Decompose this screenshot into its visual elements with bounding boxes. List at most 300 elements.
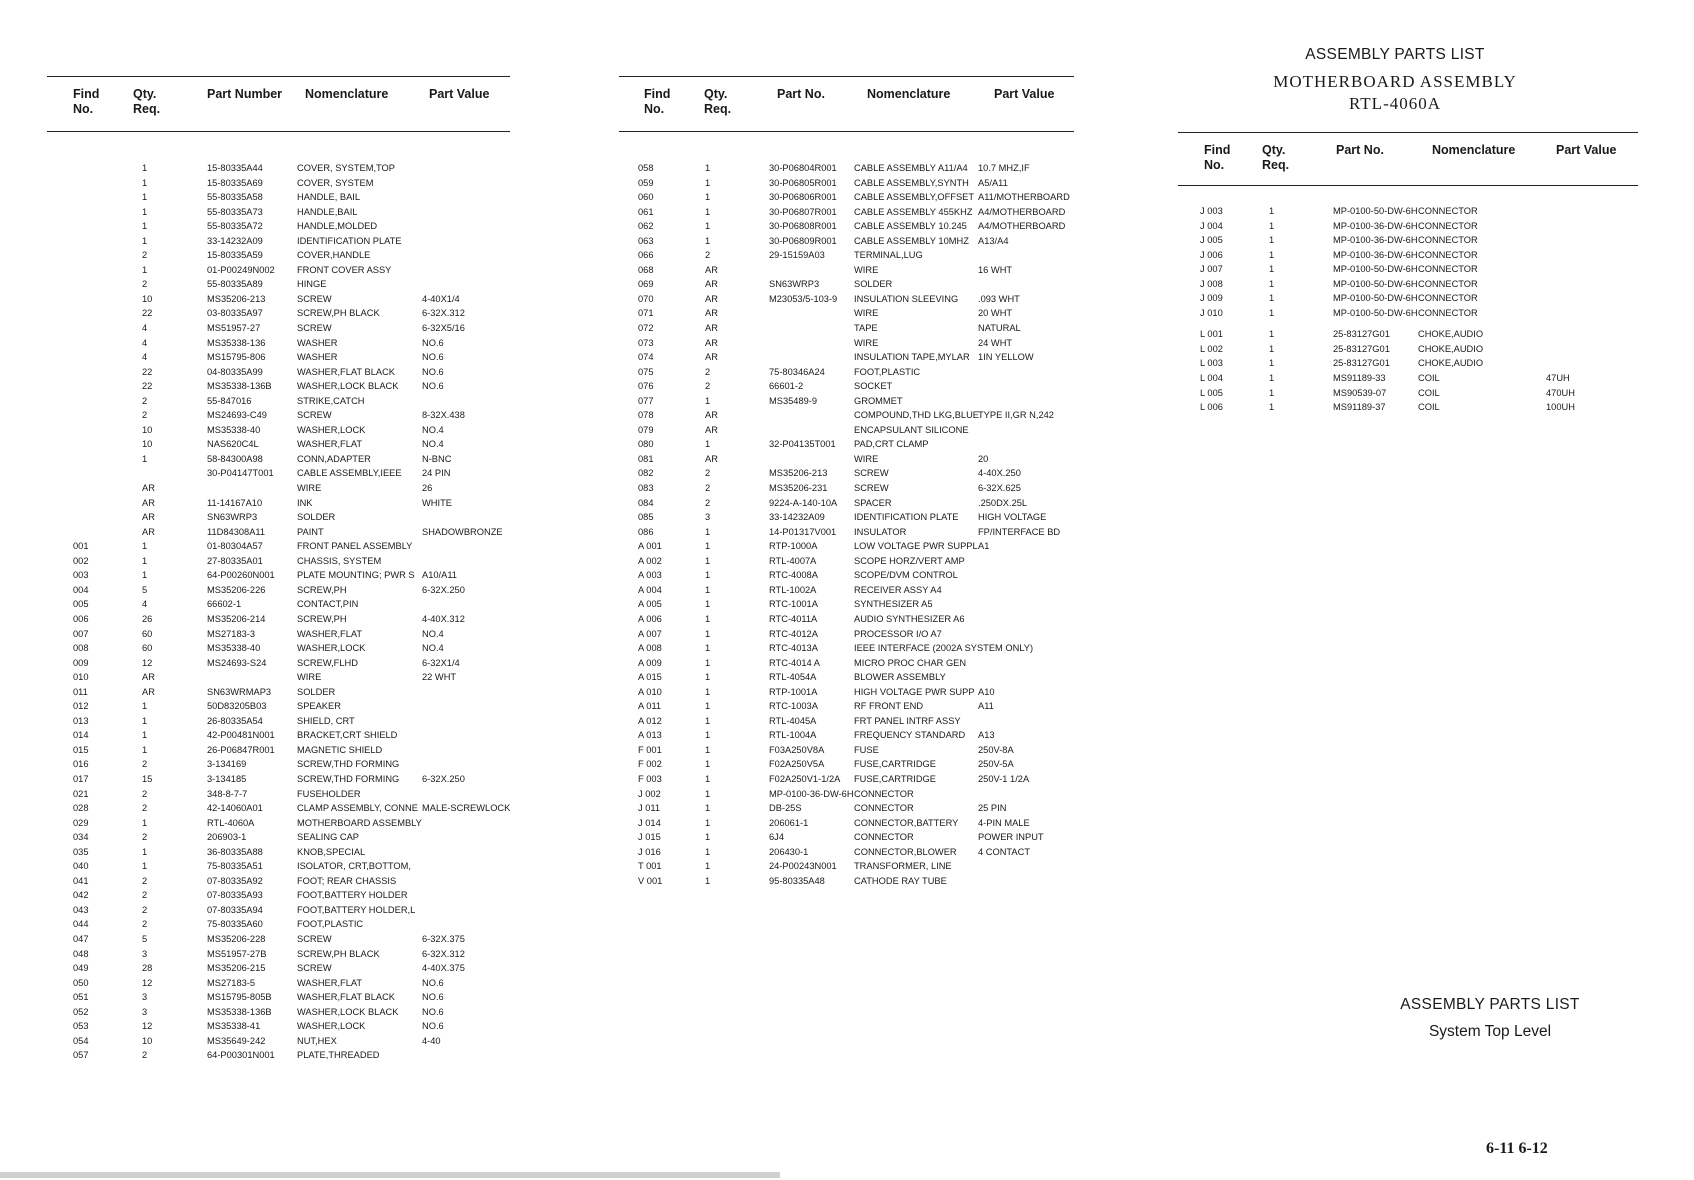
cell-qty-req: 1 bbox=[1269, 220, 1275, 231]
cell-find-no: 085 bbox=[638, 512, 654, 523]
table-row bbox=[47, 306, 510, 321]
cell-find-no: 052 bbox=[73, 1006, 89, 1017]
cell-find-no: J 006 bbox=[1200, 249, 1223, 260]
cell-nomenclature: SCREW bbox=[854, 468, 889, 479]
table-row bbox=[47, 976, 510, 991]
table-row bbox=[619, 350, 1074, 365]
cell-nomenclature: CABLE ASSEMBLY A11/A4 bbox=[854, 163, 968, 173]
cell-qty-req: 1 bbox=[705, 846, 711, 857]
cell-find-no: 014 bbox=[73, 730, 89, 741]
cell-part-number: 11-14167A10 bbox=[207, 497, 263, 508]
cell-part-value: 4 CONTACT bbox=[978, 846, 1030, 857]
cell-nomenclature: HANDLE, BAIL bbox=[297, 192, 361, 203]
cell-find-no: 078 bbox=[638, 410, 654, 421]
cell-qty-req: AR bbox=[705, 308, 718, 319]
cell-qty-req: 10 bbox=[142, 439, 153, 450]
cell-qty-req: 1 bbox=[142, 846, 148, 857]
cell-nomenclature: FOOT,PLASTIC bbox=[854, 366, 921, 377]
cell-find-no: 086 bbox=[638, 526, 654, 537]
cell-find-no: 071 bbox=[638, 308, 654, 319]
cell-qty-req: 5 bbox=[142, 584, 148, 595]
header-part-value: Part Value bbox=[994, 87, 1055, 101]
cell-find-no: J 003 bbox=[1200, 206, 1223, 216]
cell-nomenclature: SCOPE HORZ/VERT AMP bbox=[854, 555, 965, 566]
cell-qty-req: 1 bbox=[705, 672, 711, 683]
table-row bbox=[1178, 248, 1638, 263]
cell-qty-req: AR bbox=[142, 672, 155, 683]
cell-part-value: 47UH bbox=[1546, 373, 1570, 384]
cell-nomenclature: SCREW,PH bbox=[297, 613, 347, 624]
cell-nomenclature: FOOT,BATTERY HOLDER,L bbox=[297, 904, 416, 915]
cell-nomenclature: SCREW bbox=[297, 963, 332, 974]
table-row bbox=[1178, 204, 1638, 219]
cell-nomenclature: TAPE bbox=[854, 323, 878, 334]
cell-part-number: MP-0100-50-DW-6H bbox=[1333, 293, 1418, 304]
cell-qty-req: 2 bbox=[142, 1050, 148, 1061]
table-row bbox=[619, 394, 1074, 409]
table-row bbox=[47, 888, 510, 903]
cell-part-value: 4-40 bbox=[422, 1035, 441, 1046]
cell-find-no: A 003 bbox=[638, 570, 662, 581]
cell-nomenclature: WIRE bbox=[297, 483, 322, 494]
cell-nomenclature: WASHER,LOCK bbox=[297, 643, 366, 654]
table-row bbox=[47, 932, 510, 947]
cell-nomenclature: SCREW bbox=[854, 483, 889, 494]
cell-qty-req: 22 bbox=[142, 381, 153, 392]
cell-find-no: 051 bbox=[73, 992, 89, 1003]
cell-part-value: 6-32X.375 bbox=[422, 933, 465, 944]
cell-part-number: RTL-4045A bbox=[769, 715, 817, 726]
cell-part-number: RTC-1001A bbox=[769, 599, 818, 610]
table-row bbox=[1178, 371, 1638, 386]
cell-part-number: MS90539-07 bbox=[1333, 387, 1387, 398]
table-row bbox=[47, 263, 510, 278]
cell-qty-req: 2 bbox=[142, 788, 148, 799]
cell-part-number: RTC-4014 A bbox=[769, 657, 820, 668]
table-row bbox=[47, 539, 510, 554]
table-row bbox=[47, 728, 510, 743]
table-row bbox=[1178, 386, 1638, 401]
cell-qty-req: 1 bbox=[1269, 402, 1275, 413]
cell-part-value: 16 WHT bbox=[978, 264, 1013, 275]
cell-part-value: NO.6 bbox=[422, 352, 444, 363]
cell-part-number: 55-80335A73 bbox=[207, 206, 263, 217]
cell-part-number: 75-80335A60 bbox=[207, 919, 263, 930]
cell-qty-req: 22 bbox=[142, 366, 153, 377]
cell-find-no: L 003 bbox=[1200, 358, 1223, 369]
cell-find-no: F 003 bbox=[638, 773, 662, 784]
cell-part-value: A1 bbox=[978, 541, 990, 552]
cell-part-value: SHADOWBRONZE bbox=[422, 526, 503, 537]
table-row bbox=[1178, 306, 1638, 321]
cell-qty-req: 1 bbox=[1269, 373, 1275, 384]
table-row bbox=[47, 714, 510, 729]
cell-nomenclature: SCREW,PH BLACK bbox=[297, 308, 380, 319]
cell-part-number: 55-847016 bbox=[207, 395, 252, 406]
cell-part-value: NO.6 bbox=[422, 337, 444, 348]
cell-part-number: 30-P06804R001 bbox=[769, 163, 837, 173]
header-part-number: Part Number bbox=[207, 87, 283, 101]
cell-qty-req: 12 bbox=[142, 1021, 153, 1032]
cell-part-number: SN63WRMAP3 bbox=[207, 686, 272, 697]
cell-qty-req: 1 bbox=[142, 192, 148, 203]
table-row bbox=[619, 176, 1074, 191]
cell-part-number: RTL-1002A bbox=[769, 584, 817, 595]
cell-qty-req: 1 bbox=[705, 526, 711, 537]
cell-nomenclature: CABLE ASSEMBLY 10MHZ bbox=[854, 235, 969, 246]
header-qty-req: Qty. Req. bbox=[133, 87, 161, 116]
cell-qty-req: AR bbox=[705, 323, 718, 334]
table-row bbox=[619, 205, 1074, 220]
cell-part-number: F03A250V8A bbox=[769, 744, 825, 755]
cell-nomenclature: FREQUENCY STANDARD bbox=[854, 730, 966, 741]
cell-part-number: MP-0100-36-DW-6H bbox=[1333, 220, 1418, 231]
table-row bbox=[619, 510, 1074, 525]
table-header-rule bbox=[619, 131, 1074, 132]
cell-qty-req: 3 bbox=[142, 948, 148, 959]
cell-find-no: V 001 bbox=[638, 875, 663, 886]
title-line-2: MOTHERBOARD ASSEMBLY bbox=[1273, 72, 1517, 91]
cell-part-value: 250V-8A bbox=[978, 744, 1014, 755]
table-row bbox=[619, 408, 1074, 423]
cell-nomenclature: CHOKE,AUDIO bbox=[1418, 358, 1484, 369]
cell-find-no: J 009 bbox=[1200, 293, 1223, 304]
cell-part-value: 4-PIN MALE bbox=[978, 817, 1030, 828]
cell-find-no: 004 bbox=[73, 584, 89, 595]
cell-find-no: J 010 bbox=[1200, 307, 1223, 318]
cell-part-number: RTC-1003A bbox=[769, 701, 818, 712]
table-row bbox=[619, 728, 1074, 743]
cell-qty-req: 1 bbox=[705, 221, 711, 232]
cell-part-number: 206430-1 bbox=[769, 846, 809, 857]
cell-find-no: 075 bbox=[638, 366, 654, 377]
table-row bbox=[619, 277, 1074, 292]
cell-find-no: 021 bbox=[73, 788, 89, 799]
cell-qty-req: 2 bbox=[142, 904, 148, 915]
table-row bbox=[47, 787, 510, 802]
cell-find-no: 005 bbox=[73, 599, 89, 610]
cell-part-number: MP-0100-50-DW-6H bbox=[1333, 278, 1418, 289]
cell-part-value: 25 PIN bbox=[978, 803, 1007, 814]
cell-part-number: 01-P00249N002 bbox=[207, 264, 275, 275]
cell-qty-req: AR bbox=[705, 352, 718, 363]
table-row bbox=[47, 466, 510, 481]
cell-part-value: N-BNC bbox=[422, 453, 452, 464]
cell-qty-req: 1 bbox=[142, 817, 148, 828]
scan-edge-bar bbox=[0, 1172, 780, 1178]
cell-nomenclature: PROCESSOR I/O A7 bbox=[854, 628, 942, 639]
cell-part-value: 20 WHT bbox=[978, 308, 1013, 319]
table-header bbox=[619, 77, 1074, 131]
cell-part-number: 66601-2 bbox=[769, 381, 804, 392]
cell-nomenclature: WASHER,FLAT bbox=[297, 628, 363, 639]
cell-qty-req: AR bbox=[705, 279, 718, 290]
cell-nomenclature: CATHODE RAY TUBE bbox=[854, 875, 947, 886]
cell-qty-req: 1 bbox=[1269, 249, 1275, 260]
cell-qty-req: 1 bbox=[705, 163, 711, 173]
cell-part-number: 348-8-7-7 bbox=[207, 788, 248, 799]
table-row bbox=[47, 1019, 510, 1034]
table-row bbox=[47, 772, 510, 787]
header-nomenclature: Nomenclature bbox=[305, 87, 389, 101]
cell-find-no: 074 bbox=[638, 352, 654, 363]
cell-qty-req: 1 bbox=[705, 759, 711, 770]
cell-part-number: MS35338-40 bbox=[207, 643, 261, 654]
cell-find-no: A 007 bbox=[638, 628, 662, 639]
cell-part-value: NO.4 bbox=[422, 439, 444, 450]
table-row bbox=[619, 321, 1074, 336]
cell-part-number: MP-0100-50-DW-6H bbox=[1333, 206, 1418, 216]
table-row bbox=[47, 525, 510, 540]
cell-part-value: A13 bbox=[978, 730, 995, 741]
table-row bbox=[1178, 342, 1638, 357]
cell-part-value: 4-40X.312 bbox=[422, 613, 465, 624]
cell-find-no: 047 bbox=[73, 933, 89, 944]
cell-nomenclature: CABLE ASSEMBLY 455KHZ bbox=[854, 206, 973, 217]
cell-qty-req: 1 bbox=[142, 715, 148, 726]
cell-part-number: F02A250V5A bbox=[769, 759, 825, 770]
table-row bbox=[619, 656, 1074, 671]
cell-part-number: RTP-1000A bbox=[769, 541, 818, 552]
cell-part-number: 25-83127G01 bbox=[1333, 329, 1390, 340]
cell-qty-req: 22 bbox=[142, 308, 153, 319]
cell-part-number: RTP-1001A bbox=[769, 686, 818, 697]
cell-part-number: 64-P00260N001 bbox=[207, 570, 275, 581]
cell-nomenclature: CONNECTOR bbox=[1418, 249, 1478, 260]
cell-qty-req: AR bbox=[705, 337, 718, 348]
assembly-title bbox=[1265, 46, 1525, 114]
cell-part-number: MS35338-136B bbox=[207, 1006, 272, 1017]
cell-part-number: 206061-1 bbox=[769, 817, 809, 828]
cell-part-number: 55-80335A89 bbox=[207, 279, 263, 290]
cell-part-number: MS24693-C49 bbox=[207, 410, 267, 421]
cell-nomenclature: RECEIVER ASSY A4 bbox=[854, 584, 942, 595]
cell-qty-req: 1 bbox=[142, 235, 148, 246]
cell-part-number: 27-80335A01 bbox=[207, 555, 263, 566]
cell-qty-req: 1 bbox=[705, 832, 711, 843]
cell-part-number: MS35489-9 bbox=[769, 395, 818, 406]
cell-qty-req: 1 bbox=[1269, 206, 1275, 216]
cell-part-number: 15-80335A44 bbox=[207, 163, 263, 173]
table-row bbox=[619, 568, 1074, 583]
table-row bbox=[47, 641, 510, 656]
header-find-no: Find No. bbox=[73, 87, 100, 116]
cell-find-no: T 001 bbox=[638, 861, 662, 872]
cell-nomenclature: KNOB,SPECIAL bbox=[297, 846, 366, 857]
cell-part-value: HIGH VOLTAGE bbox=[978, 512, 1047, 523]
table-row bbox=[47, 947, 510, 962]
cell-nomenclature: HIGH VOLTAGE PWR SUPP bbox=[854, 686, 975, 697]
table-row bbox=[47, 321, 510, 336]
cell-nomenclature: PAINT bbox=[297, 526, 324, 537]
cell-find-no: J 002 bbox=[638, 788, 661, 799]
cell-qty-req: AR bbox=[142, 497, 155, 508]
cell-find-no: A 010 bbox=[638, 686, 662, 697]
table-row bbox=[1178, 291, 1638, 306]
table-row bbox=[47, 554, 510, 569]
cell-part-value: A5/A11 bbox=[978, 177, 1008, 188]
cell-qty-req: 2 bbox=[142, 875, 148, 886]
cell-part-number: RTL-4060A bbox=[207, 817, 255, 828]
cell-find-no: 053 bbox=[73, 1021, 89, 1032]
cell-find-no: 049 bbox=[73, 963, 89, 974]
cell-part-value: 4-40X1/4 bbox=[422, 293, 460, 304]
cell-part-number: 33-14232A09 bbox=[207, 235, 263, 246]
cell-part-number: 15-80335A69 bbox=[207, 177, 263, 188]
cell-nomenclature: SYNTHESIZER A5 bbox=[854, 599, 933, 610]
table-row bbox=[47, 568, 510, 583]
table-row bbox=[47, 161, 510, 176]
cell-part-number: 30-P06808R001 bbox=[769, 221, 837, 232]
cell-find-no: A 008 bbox=[638, 643, 662, 654]
cell-part-number: 55-80335A72 bbox=[207, 221, 263, 232]
cell-nomenclature: TRANSFORMER, LINE bbox=[854, 861, 952, 872]
cell-part-number: DB-25S bbox=[769, 803, 802, 814]
cell-qty-req: 4 bbox=[142, 352, 148, 363]
cell-find-no: A 006 bbox=[638, 613, 662, 624]
cell-part-value: NO.4 bbox=[422, 643, 444, 654]
cell-find-no: 061 bbox=[638, 206, 654, 217]
cell-qty-req: 1 bbox=[1269, 307, 1275, 318]
table-row bbox=[47, 219, 510, 234]
cell-part-value: TYPE II,GR N,242 bbox=[978, 410, 1054, 421]
cell-find-no: 009 bbox=[73, 657, 89, 668]
cell-part-value: NO.6 bbox=[422, 366, 444, 377]
cell-part-value: 6-32X.312 bbox=[422, 308, 465, 319]
cell-qty-req: 1 bbox=[705, 730, 711, 741]
cell-find-no: A 013 bbox=[638, 730, 662, 741]
cell-part-number: M23053/5-103-9 bbox=[769, 293, 838, 304]
cell-nomenclature: CONNECTOR bbox=[1418, 206, 1478, 216]
table-row bbox=[47, 816, 510, 831]
cell-qty-req: 10 bbox=[142, 293, 153, 304]
table-row bbox=[619, 714, 1074, 729]
cell-part-number: 01-80304A57 bbox=[207, 541, 263, 552]
cell-nomenclature: WIRE bbox=[854, 308, 879, 319]
cell-qty-req: AR bbox=[705, 453, 718, 464]
cell-nomenclature: FRONT COVER ASSY bbox=[297, 264, 392, 275]
cell-part-value: .250DX.25L bbox=[978, 497, 1028, 508]
cell-part-number: 75-80346A24 bbox=[769, 366, 825, 377]
cell-part-number: RTC-4008A bbox=[769, 570, 818, 581]
cell-find-no: 002 bbox=[73, 555, 89, 566]
cell-nomenclature: SOLDER bbox=[854, 279, 893, 290]
cell-nomenclature: CONNECTOR bbox=[1418, 307, 1478, 318]
cell-nomenclature: MAGNETIC SHIELD bbox=[297, 744, 383, 755]
cell-find-no: 076 bbox=[638, 381, 654, 392]
cell-part-number: MS24693-S24 bbox=[207, 657, 267, 668]
cell-find-no: 059 bbox=[638, 177, 654, 188]
cell-qty-req: 1 bbox=[1269, 343, 1275, 354]
cell-find-no: 084 bbox=[638, 497, 654, 508]
cell-find-no: L 004 bbox=[1200, 373, 1223, 384]
cell-find-no: J 004 bbox=[1200, 220, 1223, 231]
cell-part-number: NAS620C4L bbox=[207, 439, 259, 450]
cell-qty-req: 15 bbox=[142, 773, 153, 784]
cell-part-value: A11/MOTHERBOARD bbox=[978, 192, 1070, 203]
cell-part-value: WHITE bbox=[422, 497, 452, 508]
cell-qty-req: 1 bbox=[705, 686, 711, 697]
cell-part-value: 6-32X.250 bbox=[422, 773, 465, 784]
cell-qty-req: 26 bbox=[142, 613, 153, 624]
title-line-3: RTL-4060A bbox=[1348, 94, 1442, 113]
cell-find-no: A 002 bbox=[638, 555, 662, 566]
parts-table-1 bbox=[47, 76, 510, 1063]
table-row bbox=[47, 190, 510, 205]
cell-find-no: 080 bbox=[638, 439, 654, 450]
table-row bbox=[619, 263, 1074, 278]
cell-qty-req: AR bbox=[142, 526, 155, 537]
table-row bbox=[619, 830, 1074, 845]
cell-find-no: J 011 bbox=[638, 803, 661, 814]
cell-nomenclature: GROMMET bbox=[854, 395, 903, 406]
cell-find-no: 063 bbox=[638, 235, 654, 246]
table-body bbox=[1178, 204, 1638, 415]
cell-qty-req: 1 bbox=[1269, 235, 1275, 246]
cell-part-number: 25-83127G01 bbox=[1333, 343, 1390, 354]
cell-qty-req: 2 bbox=[142, 410, 148, 421]
cell-qty-req: 1 bbox=[705, 701, 711, 712]
cell-nomenclature: SPACER bbox=[854, 497, 892, 508]
table-row bbox=[619, 787, 1074, 802]
cell-nomenclature: CABLE ASSEMBLY 10.245 bbox=[854, 221, 967, 232]
cell-qty-req: 2 bbox=[142, 250, 148, 261]
cell-part-number: MS35338-40 bbox=[207, 424, 261, 435]
cell-part-number: MS35338-136 bbox=[207, 337, 266, 348]
table-row bbox=[619, 219, 1074, 234]
table-row bbox=[47, 234, 510, 249]
cell-find-no: J 005 bbox=[1200, 235, 1223, 246]
cell-part-number: MP-0100-36-DW-6H bbox=[769, 788, 854, 799]
table-body bbox=[619, 161, 1074, 888]
cell-part-number: 07-80335A93 bbox=[207, 890, 263, 901]
cell-part-value: 100UH bbox=[1546, 402, 1575, 413]
cell-nomenclature: ISOLATOR, CRT,BOTTOM, bbox=[297, 861, 411, 872]
cell-qty-req: 1 bbox=[705, 875, 711, 886]
cell-nomenclature: STRIKE,CATCH bbox=[297, 395, 365, 406]
cell-qty-req: 1 bbox=[705, 613, 711, 624]
cell-find-no: J 014 bbox=[638, 817, 661, 828]
cell-nomenclature: TERMINAL,LUG bbox=[854, 250, 923, 261]
cell-part-value: NO.6 bbox=[422, 977, 444, 988]
cell-part-number: MS91189-37 bbox=[1333, 402, 1386, 413]
cell-part-number: 15-80335A59 bbox=[207, 250, 263, 261]
cell-part-value: 6-32X5/16 bbox=[422, 323, 465, 334]
cell-part-value: NO.4 bbox=[422, 424, 444, 435]
table-row bbox=[619, 874, 1074, 889]
table-row bbox=[619, 423, 1074, 438]
table-row bbox=[47, 350, 510, 365]
cell-qty-req: 12 bbox=[142, 977, 153, 988]
cell-find-no: 012 bbox=[73, 701, 89, 712]
cell-nomenclature: CHOKE,AUDIO bbox=[1418, 329, 1484, 340]
cell-qty-req: 1 bbox=[1269, 329, 1275, 340]
table-row bbox=[47, 1005, 510, 1020]
cell-qty-req: 3 bbox=[705, 512, 711, 523]
cell-part-number: MS15795-806 bbox=[207, 352, 266, 363]
cell-part-value: 8-32X.438 bbox=[422, 410, 465, 421]
cell-qty-req: 4 bbox=[142, 337, 148, 348]
table-row bbox=[47, 903, 510, 918]
cell-qty-req: 1 bbox=[705, 744, 711, 755]
cell-qty-req: AR bbox=[705, 293, 718, 304]
table-row bbox=[619, 627, 1074, 642]
cell-part-number: 3-134185 bbox=[207, 773, 247, 784]
cell-part-value: 4-40X.375 bbox=[422, 963, 465, 974]
cell-part-number: 64-P00301N001 bbox=[207, 1050, 275, 1061]
cell-nomenclature: SCREW,THD FORMING bbox=[297, 759, 400, 770]
cell-qty-req: 60 bbox=[142, 628, 153, 639]
